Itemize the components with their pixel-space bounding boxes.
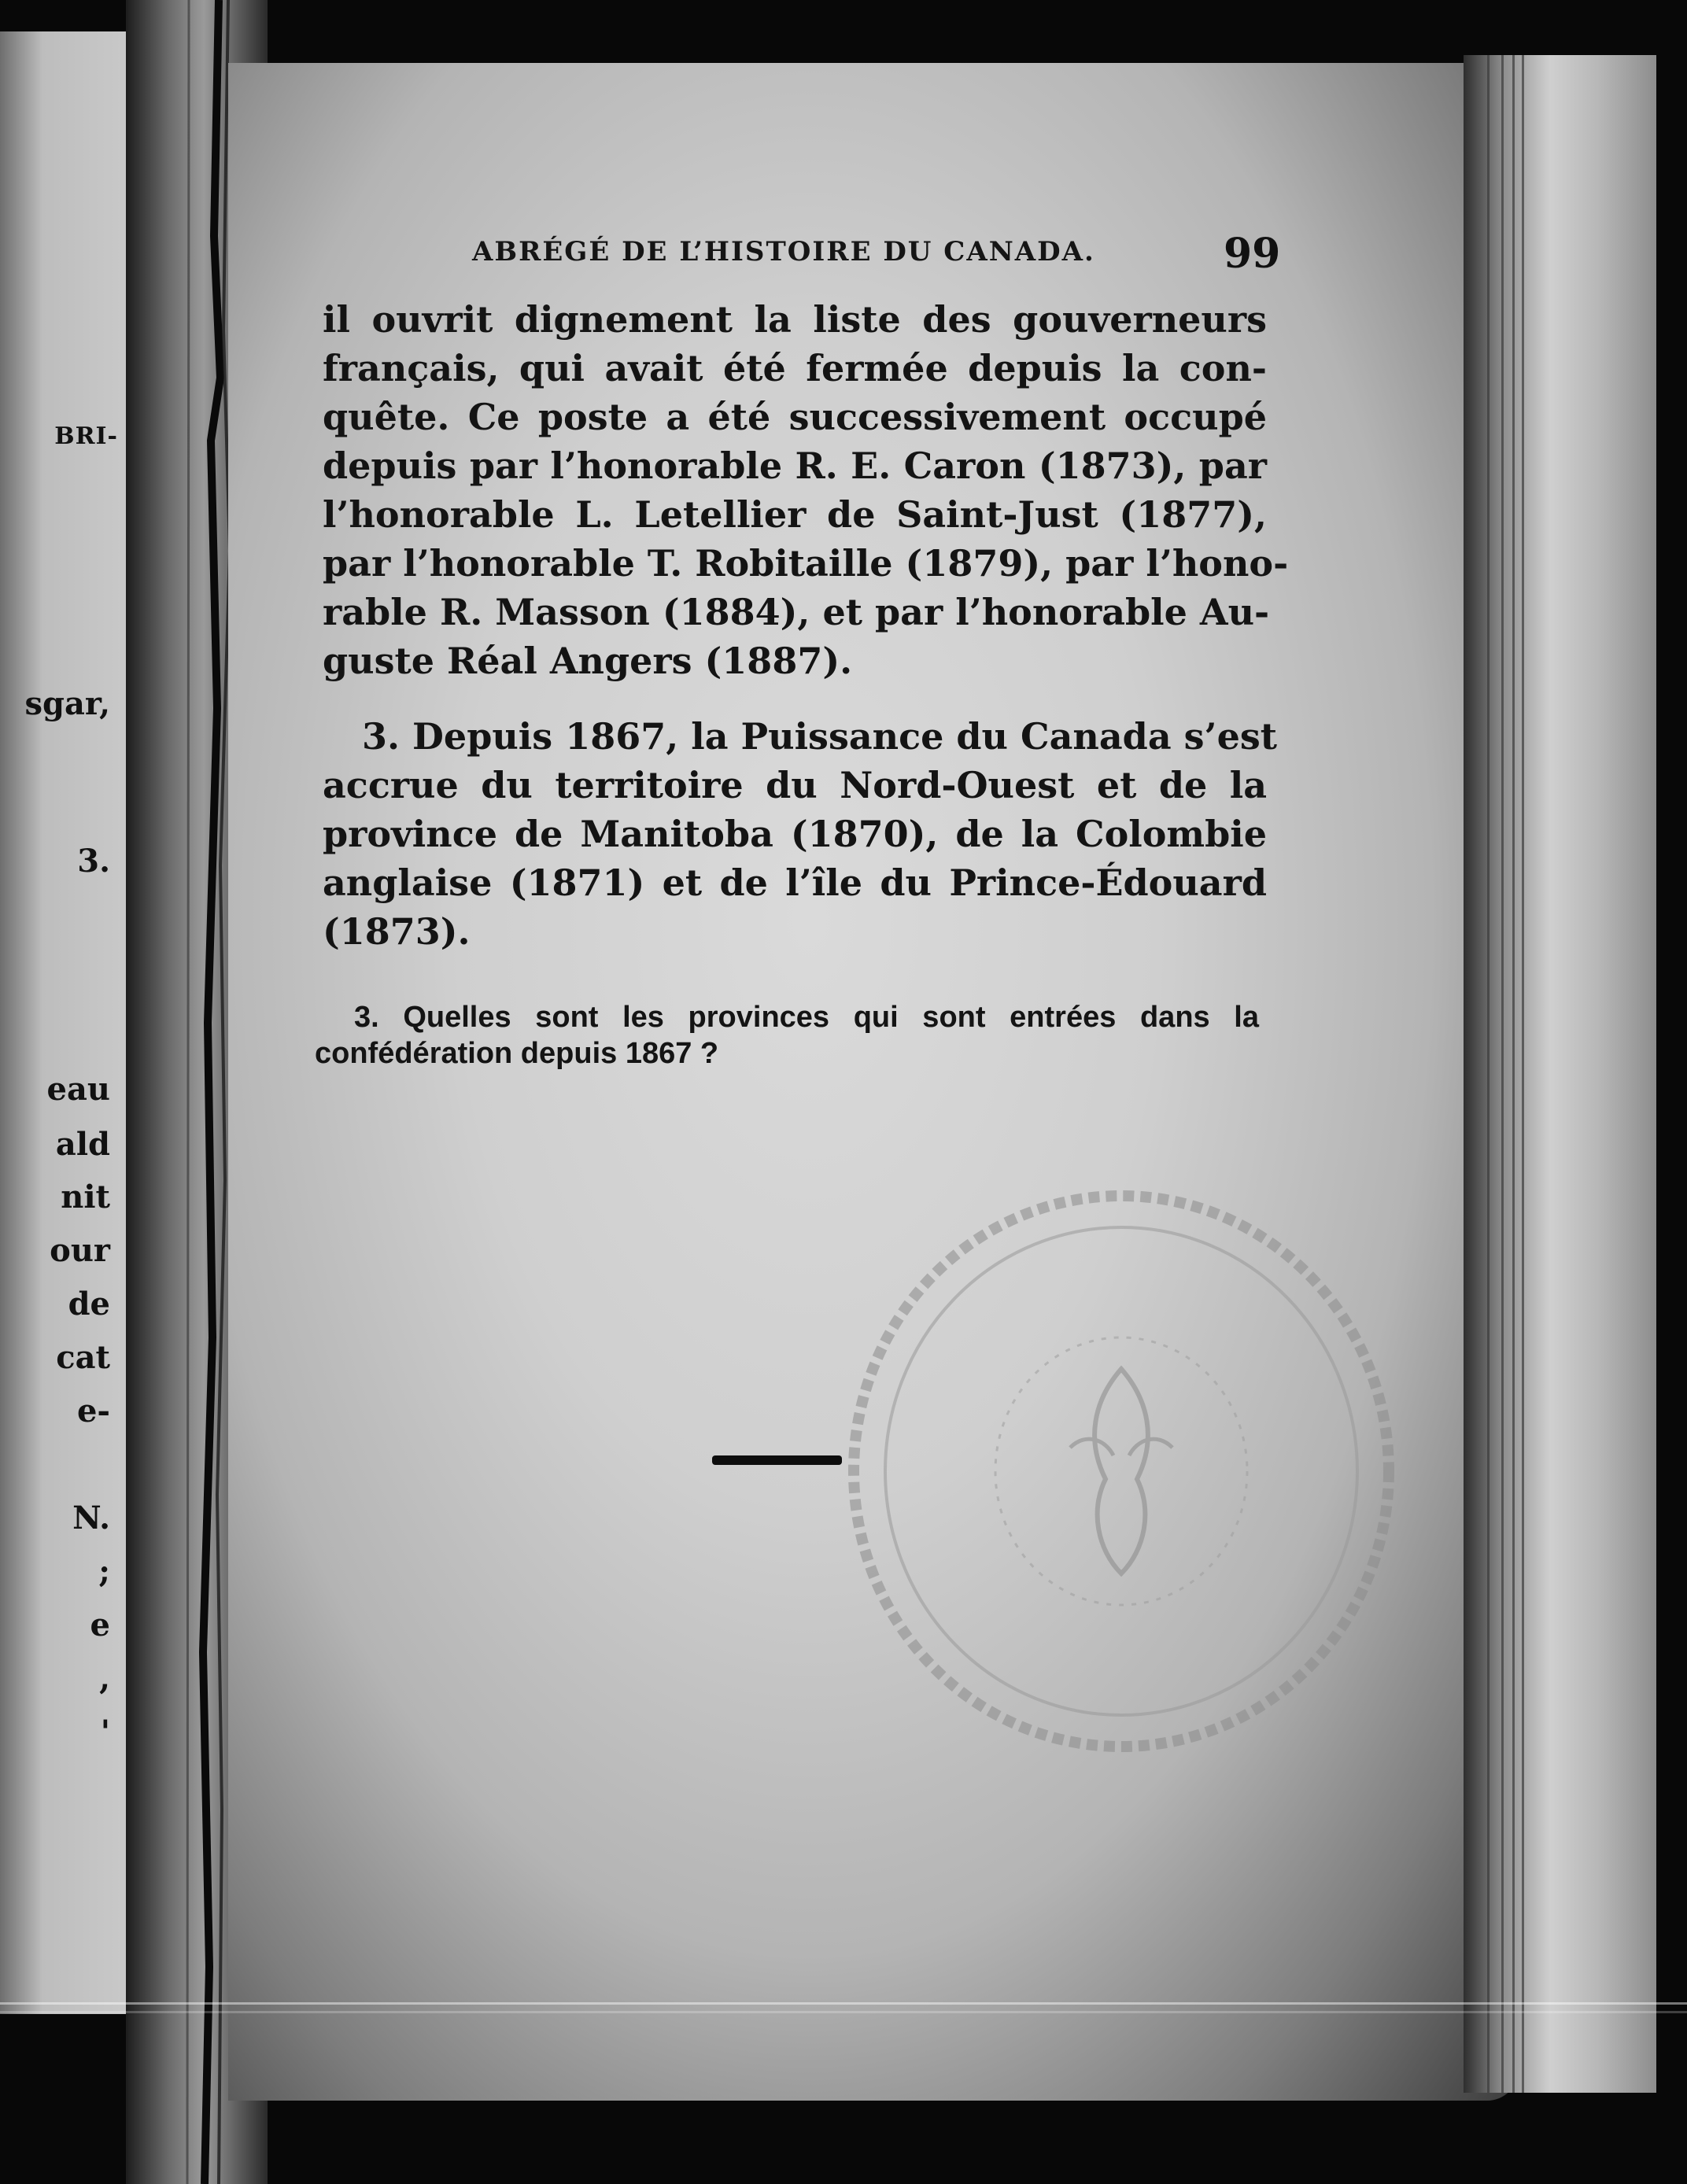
left-page-fragment: sgar,	[24, 685, 110, 722]
review-question	[315, 999, 1259, 1072]
text-line: 3. Quelles sont les provinces qui sont entrées dans la	[354, 1001, 1259, 1034]
left-page-fragment: 3.	[77, 843, 110, 880]
paragraph-1	[323, 295, 1289, 685]
text-line: accrue du territoire du Nord-Ouest et de la	[323, 764, 1267, 806]
text-line: l’honorable L. Letellier de Saint-Just (1877),	[323, 493, 1267, 536]
page-edges	[1464, 55, 1656, 2093]
text-line: il ouvrit dignement la liste des gouverneurs	[323, 298, 1267, 341]
scan-artifact-line	[0, 2011, 1687, 2013]
page-tear	[142, 0, 236, 2184]
left-page-fragment: ald	[55, 1126, 110, 1163]
left-page-fragment: ,	[99, 1660, 110, 1697]
text-line: français, qui avait été fermée depuis la con-	[323, 347, 1267, 389]
page-number: 99	[1224, 230, 1281, 278]
left-page-fragment: cat	[56, 1339, 110, 1376]
left-page-fragment: our	[50, 1232, 110, 1269]
text-line: par l’honorable T. Robitaille (1879), par l’hono-	[323, 542, 1289, 585]
left-page-fragment: nit	[61, 1179, 110, 1216]
left-page-fragment: de	[68, 1286, 110, 1323]
left-page-fragment: BRI-	[54, 422, 118, 450]
library-embossed-seal-icon	[834, 1180, 1408, 1762]
scan-artifact-line	[0, 2002, 1687, 2005]
text-line: anglaise (1871) et de l’île du Prince-Édouard	[323, 861, 1267, 904]
text-line: province de Manitoba (1870), de la Colombie	[323, 813, 1267, 855]
paragraph-2	[323, 712, 1277, 956]
left-page-fragment: '	[100, 1714, 110, 1751]
left-page-fragment: ;	[98, 1553, 110, 1590]
left-page-fragment: e	[90, 1607, 110, 1644]
left-page-fragment: e-	[76, 1393, 110, 1430]
left-page-fragment: N.	[72, 1500, 110, 1537]
section-end-rule	[712, 1455, 842, 1465]
left-page-fragment: eau	[46, 1071, 110, 1108]
text-line: confédération depuis 1867 ?	[315, 1037, 719, 1070]
text-line: 3. Depuis 1867, la Puissance du Canada s’est	[362, 715, 1277, 758]
text-line: rable R. Masson (1884), et par l’honorable Au-	[323, 591, 1270, 633]
text-line: guste Réal Angers (1887).	[323, 640, 853, 682]
text-line: depuis par l’honorable R. E. Caron (1873), par	[323, 445, 1267, 487]
text-line: quête. Ce poste a été successivement occupé	[323, 396, 1267, 438]
text-line: (1873).	[323, 910, 471, 953]
running-title: ABRÉGÉ DE L’HISTOIRE DU CANADA.	[472, 236, 1095, 267]
